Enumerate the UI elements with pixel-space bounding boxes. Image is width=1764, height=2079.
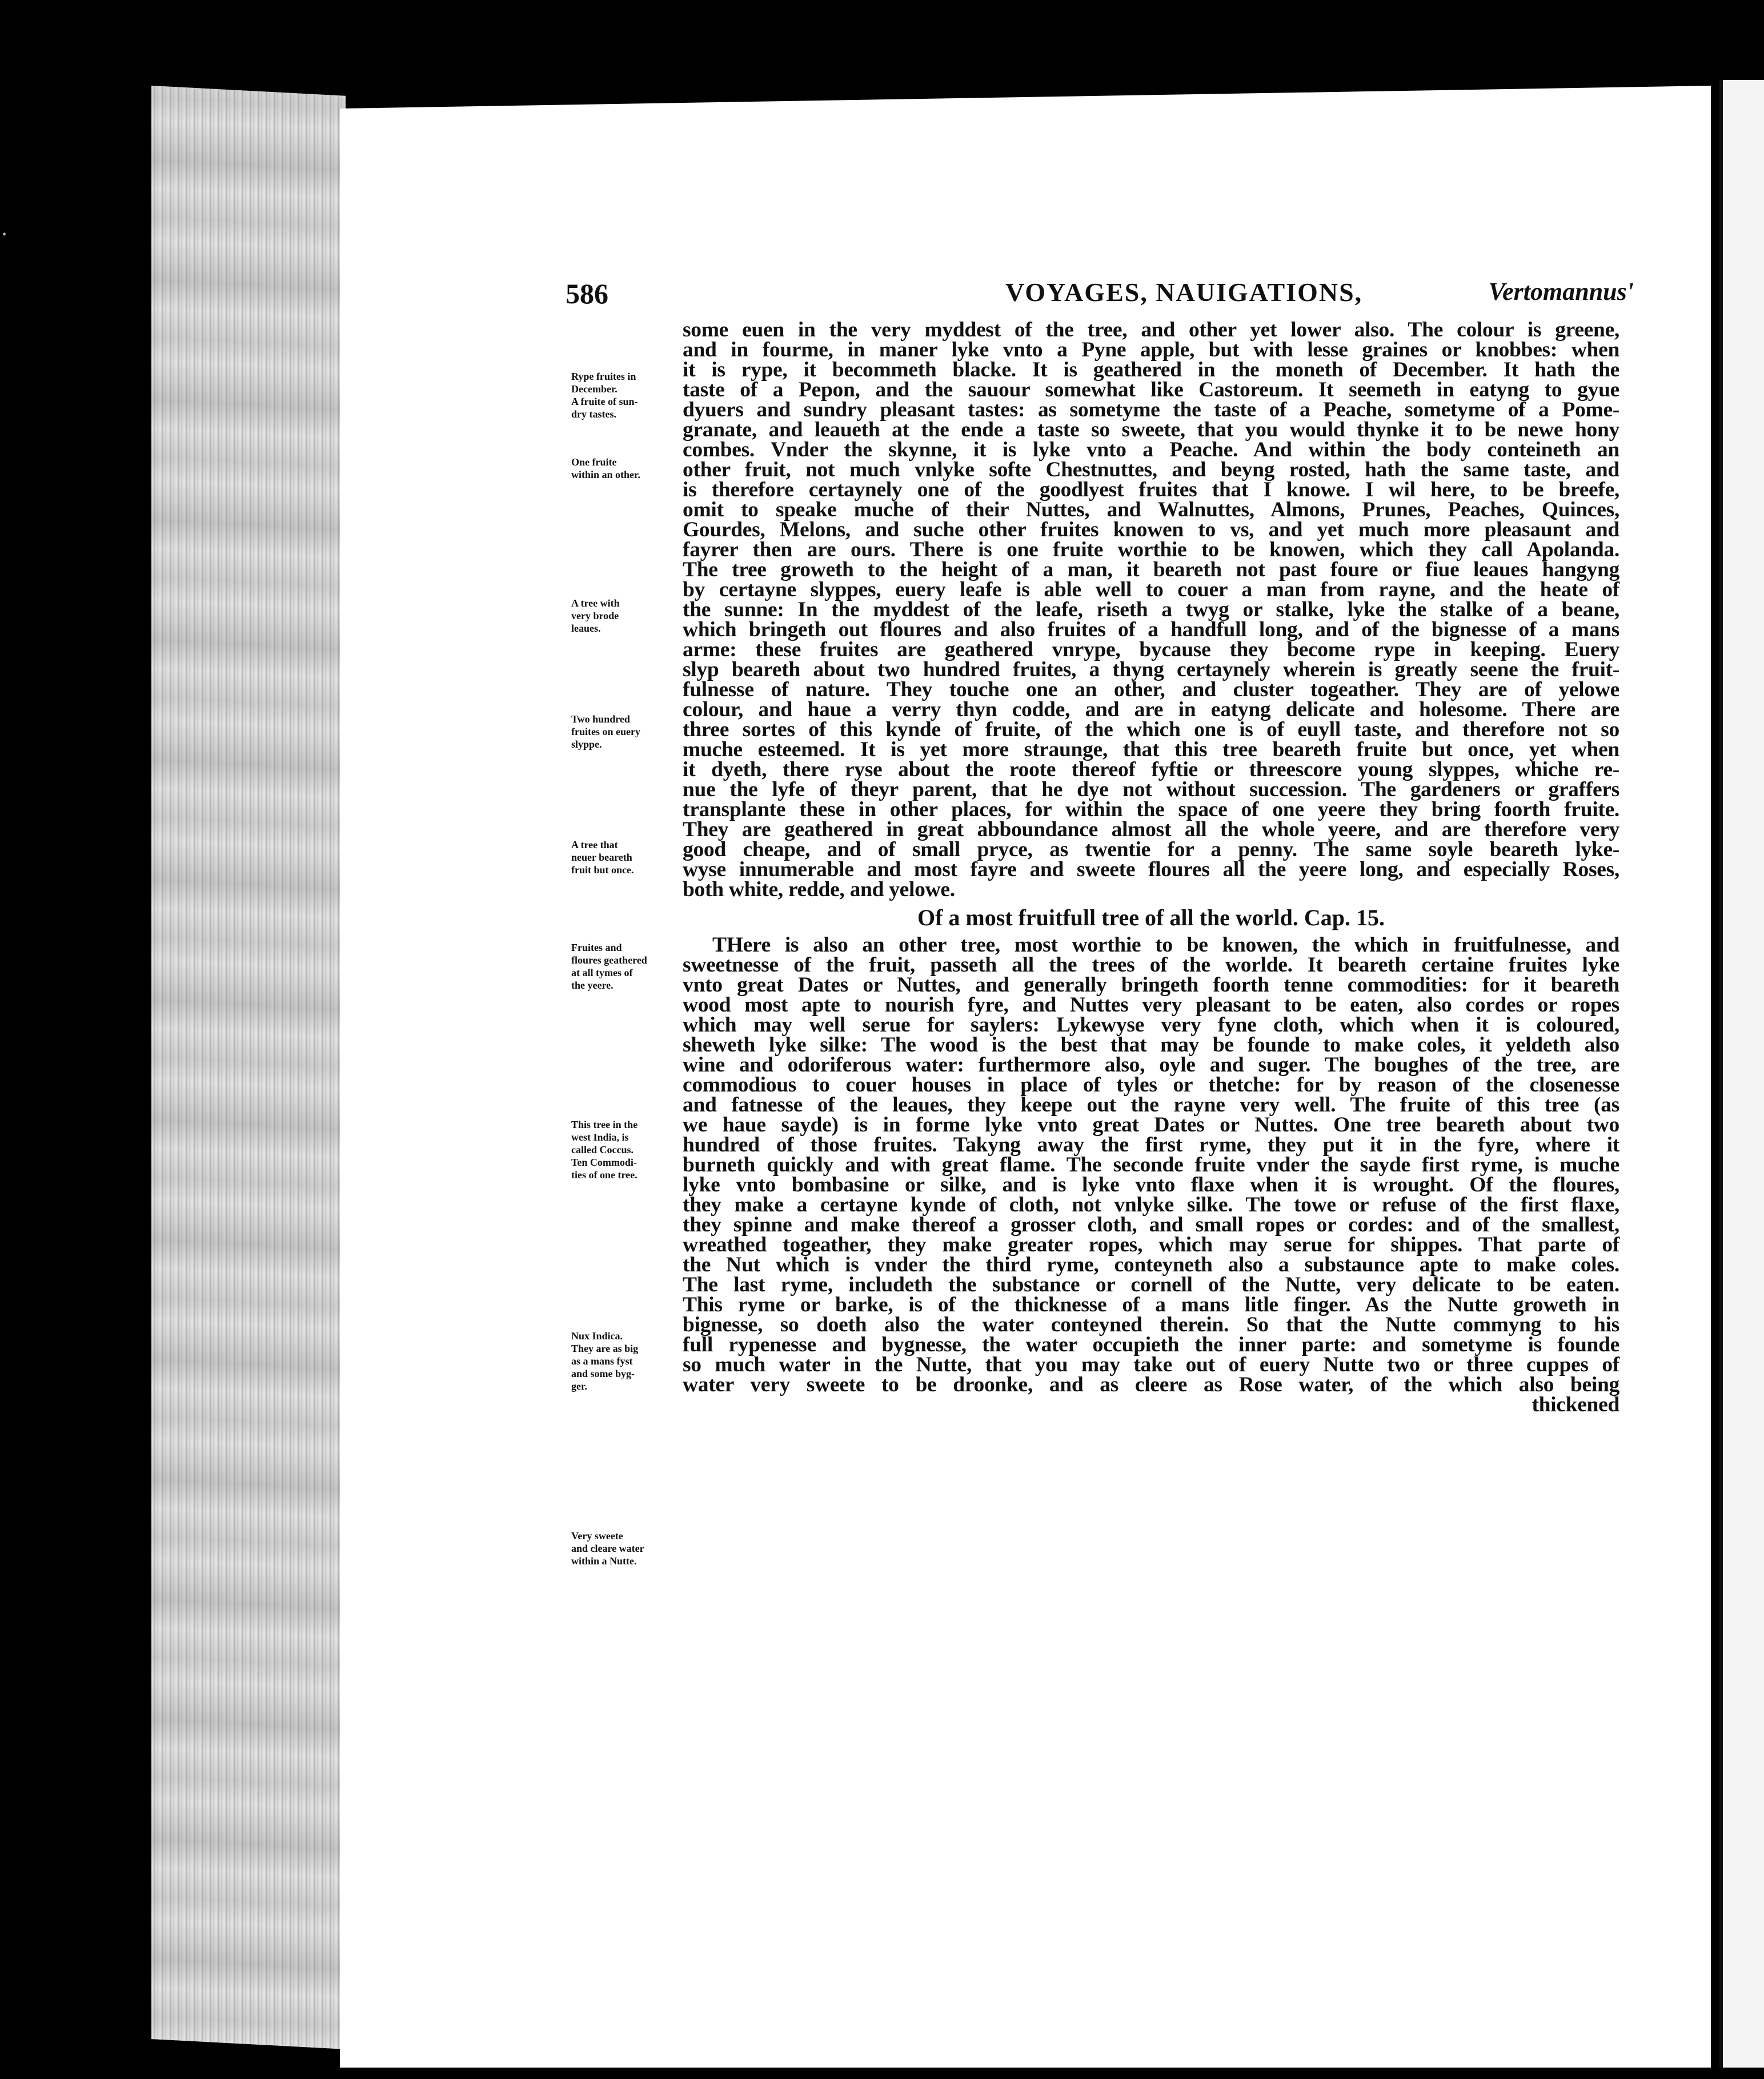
marginal-note-line: They are as big [571, 1343, 639, 1354]
text-line: slyp beareth about two hundred fruites, a thyng certaynely wherein is greatly seene the fruit- [683, 658, 1619, 681]
marginal-note-line: west India, is [571, 1131, 629, 1143]
text-line: dyuers and sundry pleasant tastes: as sometyme the taste of a Peache, sometyme of a Pome- [683, 398, 1619, 422]
text-line: wreathed togeather, they make greater ropes, which may serue for shippes. That parte of [683, 1233, 1619, 1257]
marginal-note-line: floures geathered [571, 954, 647, 966]
marginal-note [571, 1118, 685, 1181]
text-line: sheweth lyke silke: The wood is the best that may be founde to make coles, it yeldeth also [683, 1033, 1619, 1057]
marginal-note-line: A tree that [571, 839, 618, 850]
marginal-note-line: and cleare water [571, 1543, 644, 1554]
text-line: three sortes of this kynde of fruite, of the which one is of euyll taste, and therefore not so [683, 718, 1619, 741]
text-line: water very sweete to be droonke, and as cleere as Rose water, of the which also being [683, 1373, 1619, 1396]
text-line: fulnesse of nature. They touche one an other, and cluster togeather. They are of yelowe [683, 678, 1619, 701]
marginal-note [571, 941, 685, 992]
text-line: the Nut which is vnder the third ryme, conteyneth also a substaunce apte to make coles. [683, 1253, 1619, 1277]
text-line: they spinne and make thereof a grosser cloth, and small ropes or cordes: and of the smallest, [683, 1213, 1619, 1237]
text-line: The last ryme, includeth the substance or cornell of the Nutte, very delicate to be eaten. [683, 1273, 1619, 1297]
text-line: bignesse, so doeth also the water conteyned therein. So that the Nutte commyng to his [683, 1313, 1619, 1336]
text-line: vnto great Dates or Nuttes, and generally bringeth foorth tenne commodities: for it beareth [683, 973, 1619, 997]
marginal-note-line: Nux Indica. [571, 1330, 623, 1342]
running-title: VOYAGES, NAUIGATIONS, [1005, 278, 1363, 307]
marginal-note-line: Two hundred [571, 713, 630, 725]
text-line: They are geathered in great abboundance almost all the whole yeere, and are therefore very [683, 818, 1619, 841]
scan-speck: • [2, 228, 7, 241]
marginal-note-line: at all tymes of [571, 967, 633, 978]
marginal-note-line: fruit but once. [571, 864, 634, 876]
text-line: combes. Vnder the skynne, it is lyke vnto a Peache. And within the body conteineth an [683, 438, 1619, 461]
text-line: they make a certayne kynde of cloth, not vnlyke silke. The towe or refuse of the first flaxe, [683, 1193, 1619, 1217]
marginal-note-line: This tree in the [571, 1119, 638, 1130]
marginal-note-line: neuer beareth [571, 852, 632, 863]
marginal-note [571, 1530, 685, 1567]
marginal-note-line: fruites on euery [571, 726, 640, 737]
text-line: arme: these fruites are geathered vnrype, bycause they become rype in keeping. Euery [683, 638, 1619, 661]
marginal-note-line: ties of one tree. [571, 1169, 638, 1181]
text-line: and in fourme, in maner lyke vnto a Pyne apple, but with lesse graines or knobbes: when [683, 338, 1619, 362]
text-line: sweetnesse of the fruit, passeth all the trees of the worlde. It beareth certaine fruites lyke [683, 953, 1619, 977]
marginal-note-line: within an other. [571, 469, 640, 480]
marginal-note [571, 370, 685, 420]
marginal-note [571, 456, 685, 481]
marginal-note [571, 1330, 685, 1392]
running-author: Vertomannus' [1488, 278, 1634, 306]
text-line: colour, and haue a verry thyn codde, and are in eatyng delicate and holesome. There are [683, 698, 1619, 721]
marginal-note-line: Fruites and [571, 942, 622, 953]
marginal-note-line: very brode [571, 610, 619, 621]
text-line: transplante these in other places, for within the space of one yeere they bring foorth fruite. [683, 798, 1619, 821]
text-line: some euen in the very myddest of the tree, and other yet lower also. The colour is greene, [683, 318, 1619, 342]
catchword: thickened [1532, 1393, 1619, 1416]
marginal-note-line: A fruite of sun- [571, 396, 638, 407]
facing-page-edge [1719, 80, 1764, 2068]
text-line: wine and odoriferous water: furthermore also, oyle and suger. The boughes of the tree, are [683, 1053, 1619, 1077]
text-line: fayrer then are ours. There is one fruite worthie to be knowen, which they call Apolanda. [683, 538, 1619, 561]
running-head [566, 277, 1651, 317]
marginal-note-line: ger. [571, 1380, 587, 1392]
marginal-note-line: as a mans fyst [571, 1355, 633, 1367]
text-line: wyse innumerable and most fayre and sweete floures all the yeere long, and especially Roses, [683, 858, 1619, 881]
text-line: The tree groweth to the height of a man, it beareth not past foure or fiue leaues hangyng [683, 558, 1619, 581]
text-line: lyke vnto bombasine or silke, and is lyke vnto flaxe when it is wrought. Of the floures, [683, 1173, 1619, 1197]
text-line: muche esteemed. It is yet more straunge, that this tree beareth fruite but once, yet when [683, 738, 1619, 761]
marginal-note-line: the yeere. [571, 980, 614, 991]
text-line: and fatnesse of the leaues, they keepe out the rayne very well. The fruite of this tree (as [683, 1093, 1619, 1117]
marginal-note-line: One fruite [571, 456, 617, 468]
text-line: This ryme or barke, is of the thicknesse of a mans litle finger. As the Nutte groweth in [683, 1293, 1619, 1317]
text-line: granate, and leaueth at the ende a taste so sweete, that you would thynke it to be newe hony [683, 418, 1619, 442]
text-line: nue the lyfe of theyr parent, that he dye not without succession. The gardeners or graffers [683, 778, 1619, 801]
marginal-note-line: within a Nutte. [571, 1555, 637, 1567]
marginal-note-line: and some byg- [571, 1368, 635, 1379]
marginal-note-line: A tree with [571, 597, 620, 609]
text-line: it dyeth, there ryse about the roote thereof fyftie or threescore young slyppes, whiche re- [683, 758, 1619, 781]
text-line: so much water in the Nutte, that you may take out of euery Nutte two or three cuppes of [683, 1353, 1619, 1376]
marginal-note [571, 838, 685, 876]
text-line: by certayne slyppes, euery leafe is able well to couer a man from rayne, and the heate of [683, 578, 1619, 601]
text-line: taste of a Pepon, and the sauour somewhat like Castoreum. It seemeth in eatyng to gyue [683, 378, 1619, 402]
text-line: both white, redde, and yelowe. [683, 878, 955, 901]
text-line: wood most apte to nourish fyre, and Nuttes very pleasant to be eaten, also cordes or ropes [683, 993, 1619, 1017]
marginal-note-line: December. [571, 383, 618, 395]
marginal-note-line: Rype fruites in [571, 371, 636, 382]
marginal-note [571, 597, 685, 635]
text-line: commodious to couer houses in place of tyles or thetche: for by reason of the closenesse [683, 1073, 1619, 1097]
book-fore-edge-shading [151, 86, 346, 2049]
page-number: 586 [566, 278, 608, 310]
marginal-note-line: slyppe. [571, 739, 602, 750]
text-line: good cheape, and of small pryce, as twentie for a penny. The same soyle beareth lyke- [683, 838, 1619, 861]
marginal-note-line: called Coccus. [571, 1144, 634, 1155]
text-line: burneth quickly and with great flame. The seconde fruite vnder the sayde first ryme, is muche [683, 1153, 1619, 1177]
text-line: hundred of those fruites. Takyng away the first ryme, they put it in the fyre, where it [683, 1133, 1619, 1157]
marginal-note-line: leaues. [571, 623, 601, 634]
text-line: full rypenesse and bygnesse, the water occupieth the inner parte: and sometyme is founde [683, 1333, 1619, 1356]
text-line: other fruit, not much vnlyke softe Chestnuttes, and beyng rosted, hath the same taste, and [683, 458, 1619, 481]
text-line: the sunne: In the myddest of the leafe, riseth a twyg or stalke, lyke the stalke of a beane, [683, 598, 1619, 621]
text-line: which bringeth out floures and also fruites of a handfull long, and of the bignesse of a mans [683, 618, 1619, 641]
text-line: Gourdes, Melons, and suche other fruites knowen to vs, and yet much more pleasaunt and [683, 518, 1619, 541]
marginal-note-line: dry tastes. [571, 408, 616, 420]
text-line: which may well serue for saylers: Lykewyse very fyne cloth, which when it is coloured, [683, 1013, 1619, 1037]
main-text-column [683, 320, 1619, 1415]
text-line: omit to speake muche of their Nuttes, and Walnuttes, Almons, Prunes, Peaches, Quinces, [683, 498, 1619, 521]
marginal-note-line: Ten Commodi- [571, 1157, 637, 1168]
text-line: THere is also an other tree, most worthie to be knowen, the which in fruitfulnesse, and [712, 933, 1619, 957]
marginal-note-line: Very sweete [571, 1530, 623, 1542]
text-line: is therefore certaynely one of the goodlyest fruites that I knowe. I wil here, to be breefe, [683, 478, 1619, 501]
marginal-note [571, 713, 685, 750]
text-line: we haue sayde) is in forme lyke vnto great Dates or Nuttes. One tree beareth about two [683, 1113, 1619, 1137]
text-line: it is rype, it becommeth blacke. It is geathered in the moneth of December. It hath the [683, 358, 1619, 382]
chapter-heading: Of a most fruitfull tree of all the world. Cap. 15. [917, 905, 1385, 930]
